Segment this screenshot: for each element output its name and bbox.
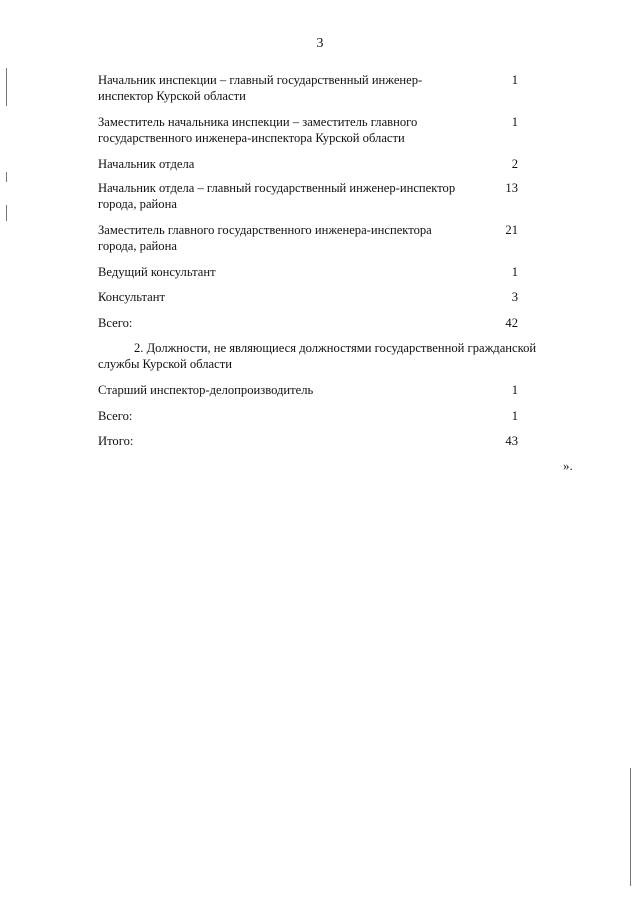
scan-artifact (6, 172, 7, 182)
grand-total-label: Итого: (98, 434, 134, 448)
position-count: 21 (505, 223, 518, 237)
position-title: Заместитель главного государственного инженера-инспектора города, района (98, 223, 432, 253)
position-count: 1 (511, 73, 518, 87)
scan-artifact (6, 68, 7, 106)
total-row (98, 408, 528, 424)
position-count: 1 (511, 115, 518, 129)
position-count: 1 (511, 265, 518, 279)
grand-total-row (98, 433, 528, 449)
grand-total-count: 43 (505, 434, 518, 448)
position-row (98, 180, 528, 212)
position-count: 2 (511, 157, 518, 171)
position-row (98, 222, 528, 254)
total-count: 42 (505, 316, 518, 330)
closing-quote: ». (563, 458, 573, 473)
total-label: Всего: (98, 316, 133, 330)
position-title: Ведущий консультант (98, 265, 216, 279)
total-label: Всего: (98, 409, 133, 423)
scan-artifact (6, 205, 7, 221)
position-count: 3 (511, 290, 518, 304)
position-count: 13 (505, 181, 518, 195)
position-count: 1 (511, 383, 518, 397)
position-title: Консультант (98, 290, 166, 304)
position-title: Начальник отдела – главный государственный инженер-инспектор города, района (98, 181, 456, 211)
position-row (98, 114, 528, 146)
position-row (98, 264, 528, 280)
section-heading: 2. Должности, не являющиеся должностями государственной гражданской службы Курской области (98, 341, 537, 371)
total-count: 1 (511, 409, 518, 423)
page-number: 3 (316, 36, 324, 51)
position-title: Заместитель начальника инспекции – заместитель главного государственного инженера-инспектора Курской области (98, 115, 418, 145)
total-row (98, 315, 528, 331)
position-row (98, 289, 528, 305)
scan-artifact (630, 768, 631, 886)
position-title: Старший инспектор-делопроизводитель (98, 383, 314, 397)
position-row (98, 156, 528, 172)
position-title: Начальник инспекции – главный государственный инженер-инспектор Курской области (98, 73, 423, 103)
position-title: Начальник отдела (98, 157, 195, 171)
position-row (98, 72, 528, 104)
position-row (98, 382, 528, 398)
